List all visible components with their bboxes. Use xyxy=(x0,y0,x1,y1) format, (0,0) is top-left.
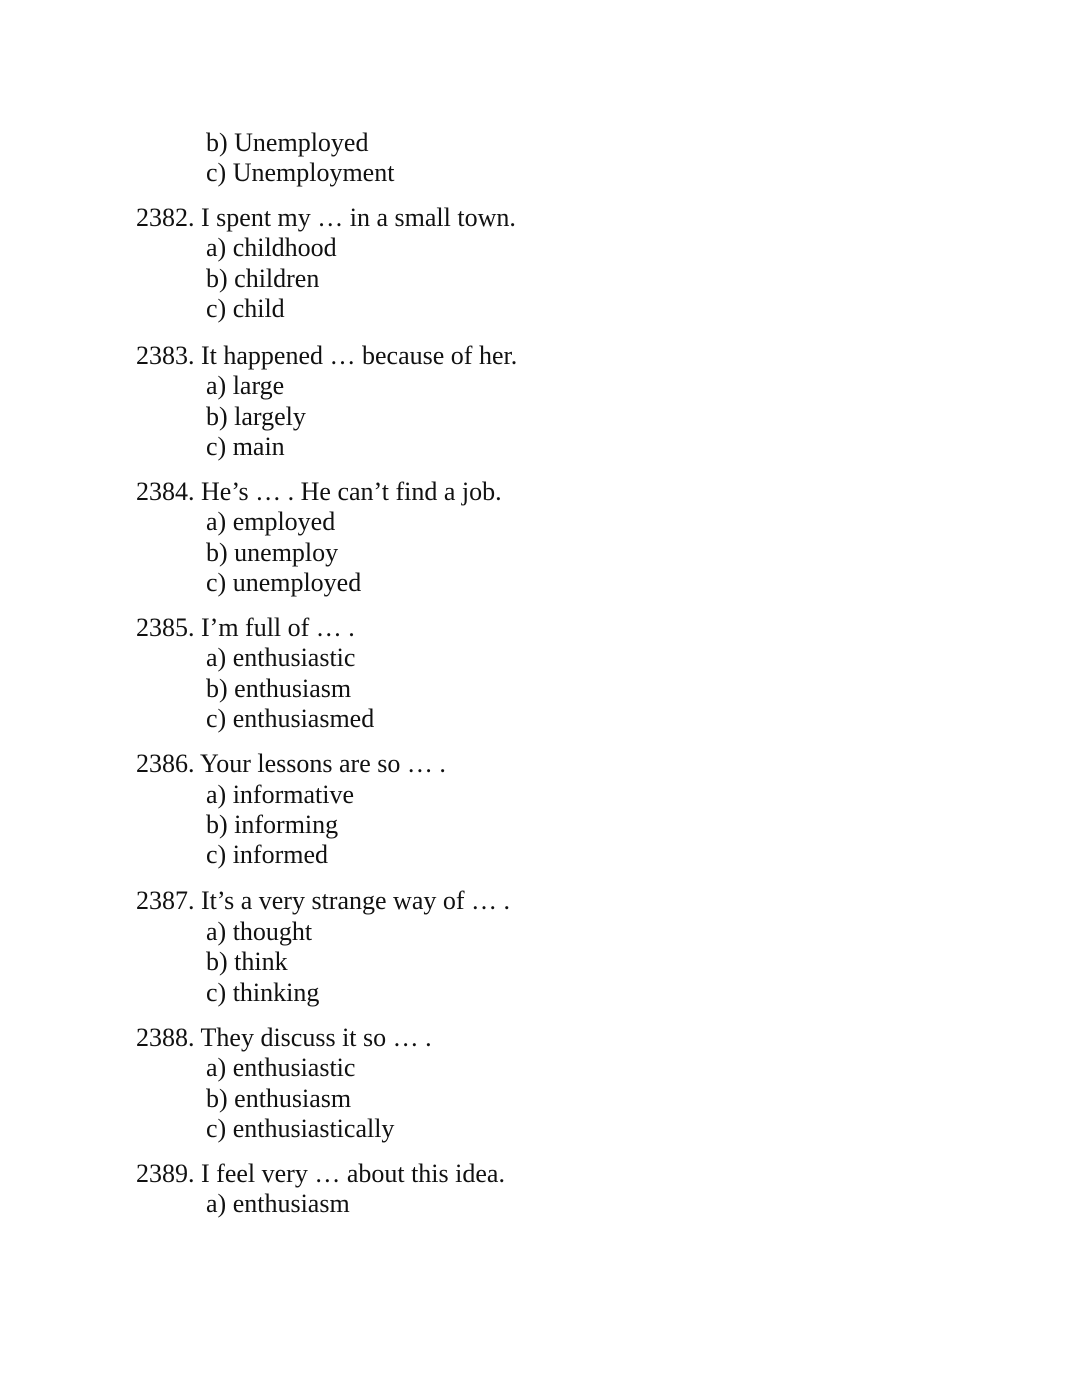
option-b: b) enthusiasm xyxy=(206,674,352,703)
question-2388 xyxy=(136,1023,432,1053)
option-a: a) informative xyxy=(206,780,354,809)
option-b: b) children xyxy=(206,264,320,293)
option-b: b) enthusiasm xyxy=(206,1084,352,1113)
question-text: It happened … because of her. xyxy=(201,341,518,370)
option-c: c) unemployed xyxy=(206,568,362,597)
question-text: I feel very … about this idea. xyxy=(201,1159,505,1188)
option-b: b) largely xyxy=(206,402,306,431)
option-c: c) informed xyxy=(206,840,329,869)
option-a: a) employed xyxy=(206,507,336,536)
question-2387 xyxy=(136,886,510,916)
option-b: b) unemploy xyxy=(206,538,339,567)
option-a: a) large xyxy=(206,371,285,400)
question-number: 2385. xyxy=(136,613,195,642)
option-c: c) child xyxy=(206,294,285,323)
option-a: a) enthusiastic xyxy=(206,643,356,672)
option-b: b) informing xyxy=(206,810,339,839)
question-text: It’s a very strange way of … . xyxy=(201,886,511,915)
option-a: a) thought xyxy=(206,917,313,946)
option-c: c) Unemployment xyxy=(206,158,395,187)
option-b: b) Unemployed xyxy=(206,128,369,157)
option-a: a) enthusiasm xyxy=(206,1189,350,1218)
question-2385 xyxy=(136,613,355,643)
option-c: c) enthusiasmed xyxy=(206,704,375,733)
question-2386 xyxy=(136,749,446,779)
option-c: c) thinking xyxy=(206,978,320,1007)
option-b: b) think xyxy=(206,947,288,976)
question-text: Your lessons are so … . xyxy=(200,749,446,778)
question-text: They discuss it so … . xyxy=(200,1023,432,1052)
question-2389 xyxy=(136,1159,505,1189)
question-2383 xyxy=(136,341,517,371)
option-c: c) enthusiastically xyxy=(206,1114,395,1143)
question-2384 xyxy=(136,477,502,507)
question-text: I spent my … in a small town. xyxy=(201,203,516,232)
question-number: 2389. xyxy=(136,1159,195,1188)
option-c: c) main xyxy=(206,432,285,461)
question-text: He’s … . He can’t find a job. xyxy=(201,477,502,506)
question-number: 2383. xyxy=(136,341,195,370)
option-a: a) enthusiastic xyxy=(206,1053,356,1082)
option-a: a) childhood xyxy=(206,233,337,262)
question-number: 2387. xyxy=(136,886,195,915)
question-number: 2386. xyxy=(136,749,195,778)
question-number: 2388. xyxy=(136,1023,195,1052)
question-text: I’m full of … . xyxy=(201,613,355,642)
question-number: 2382. xyxy=(136,203,195,232)
question-number: 2384. xyxy=(136,477,195,506)
question-2382 xyxy=(136,203,516,233)
